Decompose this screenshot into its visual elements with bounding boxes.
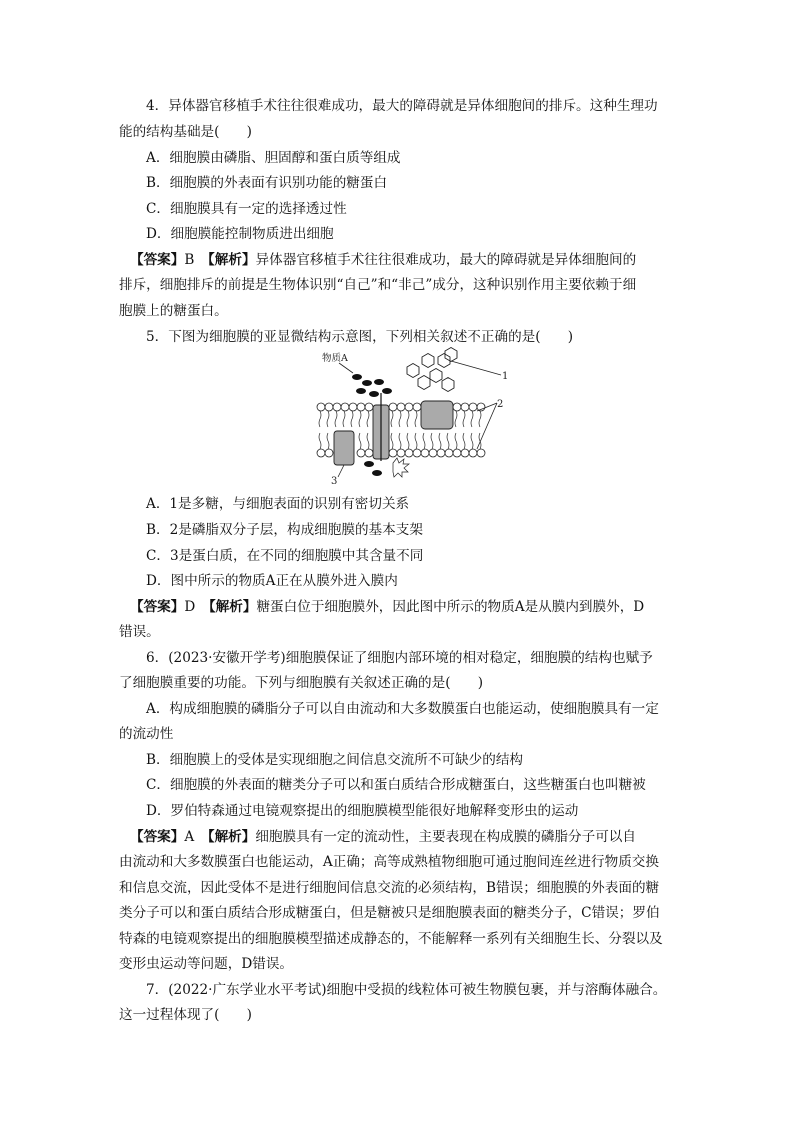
q6-analysis-line5: 特森的电镜观察提出的细胞膜模型描述成静态的，不能解释一系列有关细胞生长、分裂以及 — [119, 931, 663, 947]
answer-tag: 【答案】 — [130, 829, 185, 845]
q6-option-a-line1: A．构成细胞膜的磷脂分子可以自由流动和大多数膜蛋白也能运动，使细胞膜具有一定 — [146, 701, 659, 717]
q5-option-c: C．3是蛋白质，在不同的细胞膜中其含量不同 — [146, 548, 424, 564]
q5-analysis-line2: 错误。 — [119, 624, 160, 640]
q6-option-b: B．细胞膜上的受体是实现细胞之间信息交流所不可缺少的结构 — [146, 752, 524, 768]
answer-value: B — [184, 252, 208, 268]
q5-option-a: A．1是多糖，与细胞表面的识别有密切关系 — [146, 496, 410, 512]
q5-option-b: B．2是磷脂双分子层，构成细胞膜的基本支架 — [146, 522, 423, 538]
q6-analysis-line4: 类分子可以和蛋白质结合形成糖蛋白，但是糖被只是细胞膜表面的糖类分子，C错误；罗伯 — [119, 905, 660, 921]
q6-option-d: D．罗伯特森通过电镜观察提出的细胞膜模型能很好地解释变形虫的运动 — [146, 803, 579, 819]
q4-option-a: A．细胞膜由磷脂、胆固醇和蛋白质等组成 — [146, 150, 401, 166]
cell-membrane-diagram — [317, 349, 507, 485]
polysaccharide-chain — [407, 348, 501, 392]
answer-value: A — [184, 829, 208, 845]
label-1: 1 — [502, 371, 509, 382]
answer-tag: 【答案】 — [130, 599, 185, 615]
q6-option-a-line2: 的流动性 — [119, 726, 174, 742]
q4-answer-line1 — [130, 250, 636, 270]
analysis-text: 异体器官移植手术往往很难成功，最大的障碍就是异体细胞间的 — [255, 252, 637, 268]
answer-tag: 【答案】 — [130, 252, 185, 268]
q4-option-c: C．细胞膜具有一定的选择透过性 — [146, 201, 347, 217]
q5-option-d: D．图中所示的物质A正在从膜外进入膜内 — [146, 573, 398, 589]
q6-stem-line2: 了细胞膜重要的功能。下列与细胞膜有关叙述正确的是( ) — [119, 675, 484, 691]
label-2: 2 — [497, 399, 504, 410]
analysis-text: 糖蛋白位于细胞膜外，因此图中所示的物质A是从膜内到膜外，D — [256, 599, 645, 615]
q4-stem-line1: 4．异体器官移植手术往往很难成功，最大的障碍就是异体细胞间的排斥。这种生理功 — [146, 98, 658, 114]
q4-stem-line2: 能的结构基础是( ) — [119, 124, 252, 140]
q4-option-b: B．细胞膜的外表面有识别功能的糖蛋白 — [146, 175, 388, 191]
label-3: 3 — [331, 476, 338, 487]
q6-answer-line1 — [130, 827, 636, 847]
q6-analysis-line2: 由流动和大多数膜蛋白也能运动，A正确；高等成熟植物细胞可通过胞间连丝进行物质交换 — [119, 854, 659, 870]
q6-analysis-line3: 和信息交流，因此受体不是进行细胞间信息交流的必须结构，B错误；细胞膜的外表面的糖 — [119, 880, 660, 896]
q7-stem-line1: 7．(2022·广东学业水平考试)细胞中受损的线粒体可被生物膜包裹，并与溶酶体融合。 — [146, 982, 667, 998]
label-3-pointer — [338, 465, 344, 477]
substance-a-label: 物质A — [322, 353, 348, 364]
analysis-tag: 【解析】 — [207, 252, 256, 268]
analysis-text: 细胞膜具有一定的流动性，主要表现在构成膜的磷脂分子可以自 — [255, 829, 636, 845]
q6-analysis-line6: 变形虫运动等问题，D错误。 — [119, 956, 294, 972]
analysis-tag: 【解析】 — [208, 599, 257, 615]
q4-option-d: D．细胞膜能控制物质进出细胞 — [146, 226, 334, 242]
q4-analysis-line3: 胞膜上的糖蛋白。 — [119, 303, 228, 319]
q7-stem-line2: 这一过程体现了( ) — [119, 1007, 252, 1023]
label-2-pointers — [477, 403, 497, 449]
q5-answer-line1 — [130, 597, 644, 617]
answer-value: D — [184, 599, 209, 615]
analysis-tag: 【解析】 — [207, 829, 256, 845]
receptor-shape — [393, 458, 409, 477]
q6-option-c: C．细胞膜的外表面的糖类分子可以和蛋白质结合形成糖蛋白，这些糖蛋白也叫糖被 — [146, 777, 646, 793]
substance-a-pointer — [339, 363, 353, 373]
q5-stem: 5．下图为细胞膜的亚显微结构示意图，下列相关叙述不正确的是( ) — [146, 329, 574, 345]
q4-analysis-line2: 排斥，细胞排斥的前提是生物体识别“自己”和“非己”成分，这种识别作用主要依赖于细 — [119, 277, 637, 293]
q6-stem-line1: 6．(2023·安徽开学考)细胞膜保证了细胞内部环境的相对稳定，细胞膜的结构也赋予 — [146, 650, 653, 666]
